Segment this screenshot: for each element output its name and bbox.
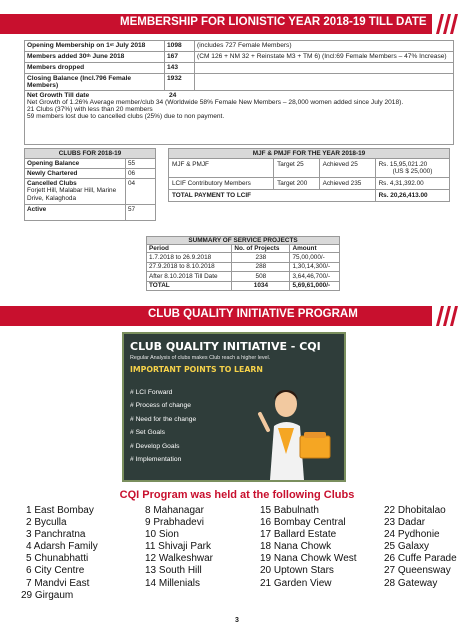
club-column <box>21 505 98 602</box>
service-amount: 1,30,14,300/- <box>290 262 340 272</box>
clubs-detail: Forjett Hill, Malabar Hill, Marine Drive, Kalaghoda <box>27 187 117 202</box>
club-item: 8 Mahanagar <box>145 505 204 516</box>
club-item: 11 Shivaji Park <box>145 541 211 553</box>
clubs-label: Cancelled Clubs <box>27 180 77 187</box>
mjf-row <box>169 178 450 190</box>
membership-row <box>25 41 454 52</box>
mjf-amount: Rs. 4,31,392.00 <box>375 178 449 190</box>
cqi-point: # Implementation <box>130 456 182 464</box>
cqi-point: # Set Goals <box>130 429 165 437</box>
row-note: (includes 727 Female Members) <box>195 41 454 52</box>
row-label: Closing Balance (Incl.796 Female Members) <box>25 74 165 91</box>
service-header: No. of Projects <box>232 245 290 253</box>
service-table <box>146 236 340 291</box>
club-item: 1 East Bombay <box>26 505 94 516</box>
club-item: 24 Pydhonie <box>384 529 440 541</box>
service-period: 1.7.2018 to 26.9.2018 <box>147 253 232 263</box>
club-item: 3 Panchratna <box>26 529 86 541</box>
mjf-table <box>168 148 450 202</box>
club-item: 6 City Centre <box>26 565 85 577</box>
service-total-row <box>147 281 340 291</box>
club-item: 2 Byculla <box>26 517 67 529</box>
service-period: TOTAL <box>147 281 232 291</box>
cqi-point: # Need for the change <box>130 415 197 423</box>
page-number: 3 <box>235 617 239 624</box>
row-label: Members dropped <box>25 63 165 74</box>
club-item: 5 Chunabhatti <box>26 553 89 565</box>
club-item: 16 Bombay Central <box>260 517 346 529</box>
cqi-board-important: IMPORTANT POINTS TO LEARN <box>130 365 263 374</box>
membership-banner-title: MEMBERSHIP FOR LIONISTIC YEAR 2018-19 TILL DATE <box>120 16 427 28</box>
cqi-banner <box>0 306 474 326</box>
club-item: 18 Nana Chowk <box>260 541 332 553</box>
club-item: 10 Sion <box>145 529 179 541</box>
service-header: Amount <box>290 245 340 253</box>
mjf-caption: MJF & PMJF FOR THE YEAR 2018-19 <box>169 149 450 159</box>
club-item: 15 Babulnath <box>260 505 319 516</box>
row-label: Opening Membership on 1 <box>27 42 110 49</box>
club-item: 4 Adarsh Family <box>26 541 98 553</box>
mjf-achieved: Achieved 25 <box>319 159 375 178</box>
clubs-table <box>24 148 156 221</box>
row-value: 1098 <box>165 41 195 52</box>
cqi-clubs-heading: CQI Program was held at the following Clubs <box>119 489 355 501</box>
mjf-row <box>169 159 450 178</box>
service-period: 27.9.2018 to 8.10.2018 <box>147 262 232 272</box>
mjf-name: MJF & PMJF <box>169 159 274 178</box>
clubs-row <box>25 169 156 179</box>
clubs-value: 04 <box>126 179 156 205</box>
club-item: 9 Prabhadevi <box>145 517 204 529</box>
mjf-achieved: Achieved 235 <box>319 178 375 190</box>
club-item: 20 Uptown Stars <box>260 565 334 577</box>
clubs-row <box>25 159 156 169</box>
service-period: After 8.10.2018 Till Date <box>147 272 232 282</box>
club-column <box>145 505 213 590</box>
membership-row <box>25 63 454 74</box>
club-item: 26 Cuffe Parade <box>384 553 457 565</box>
row-note <box>195 63 454 74</box>
club-item: 14 Millenials <box>145 577 201 589</box>
cqi-banner-title: CLUB QUALITY INITIATIVE PROGRAM <box>148 308 358 320</box>
club-item: 25 Galaxy <box>384 541 430 553</box>
clubs-value: 55 <box>126 159 156 169</box>
mjf-amount: Rs. 15,95,021.20 <box>378 161 428 168</box>
row-value: 143 <box>165 63 195 74</box>
clubs-row <box>25 205 156 221</box>
cqi-board-subtitle: Regular Analysis of clubs makes Club reach a higher level. <box>130 355 271 361</box>
growth-line: 21 Clubs (37%) with less than 20 members <box>27 106 153 113</box>
mjf-total-row <box>169 190 450 202</box>
growth-line: 59 members lost due to cancelled clubs (25%) due to non payment. <box>27 113 225 120</box>
clubs-value: 57 <box>126 205 156 221</box>
membership-row <box>25 74 454 91</box>
mjf-target: Target 25 <box>274 159 320 178</box>
mjf-name: LCIF Contributory Members <box>169 178 274 190</box>
membership-banner <box>0 14 474 34</box>
club-item: 19 Nana Chowk West <box>260 553 357 565</box>
club-item: 21 Garden View <box>260 577 332 589</box>
clubs-caption: CLUBS FOR 2018-19 <box>25 149 156 159</box>
banner-stripes-icon <box>434 306 460 326</box>
club-column <box>260 505 357 590</box>
row-label-tail: June 2018 <box>90 53 125 60</box>
clubs-value: 06 <box>126 169 156 179</box>
clubs-row <box>25 179 156 205</box>
service-count: 288 <box>232 262 290 272</box>
service-row <box>147 253 340 263</box>
cqi-chalkboard-image <box>122 332 346 482</box>
board-frame <box>122 332 346 482</box>
growth-label: Net Growth Till date <box>27 92 90 99</box>
row-label-tail: July 2018 <box>113 42 146 49</box>
row-value: 167 <box>165 52 195 63</box>
service-amount: 75,00,000/- <box>290 253 340 263</box>
club-column <box>384 505 457 590</box>
cqi-point: # Process of change <box>130 402 191 410</box>
cqi-board-heading: CLUB QUALITY INITIATIVE - CQI <box>130 340 321 353</box>
club-item: 22 Dhobitalao <box>384 505 446 516</box>
row-label: Members added 30 <box>27 53 87 60</box>
club-item: 13 South Hill <box>145 565 202 577</box>
clubs-label: Active <box>25 205 126 221</box>
service-amount: 5,69,61,000/- <box>290 281 340 291</box>
cqi-point: # Develop Goals <box>130 442 180 450</box>
row-label-sup: th <box>86 53 91 58</box>
service-header: Period <box>147 245 232 253</box>
service-row <box>147 262 340 272</box>
service-caption: SUMMARY OF SERVICE PROJECTS <box>147 237 340 245</box>
growth-value: 24 <box>169 92 177 99</box>
growth-line: Net Growth of 1.26% Average member/club 34 (Worldwide 58% Female New Members – 28,000 women added since July 2018). <box>27 99 404 106</box>
club-item: 7 Mandvi East <box>26 577 90 589</box>
mjf-total-value: Rs. 20,26,413.00 <box>375 190 449 202</box>
growth-row <box>25 91 454 145</box>
service-amount: 3,64,46,700/- <box>290 272 340 282</box>
service-count: 508 <box>232 272 290 282</box>
clubs-label: Opening Balance <box>25 159 126 169</box>
mjf-total-label: TOTAL PAYMENT TO LCIF <box>169 190 376 202</box>
service-row <box>147 272 340 282</box>
membership-table <box>24 40 454 145</box>
club-item: 28 Gateway <box>384 577 438 589</box>
membership-row <box>25 52 454 63</box>
club-item: 17 Ballard Estate <box>260 529 337 541</box>
club-item: 23 Dadar <box>384 517 426 529</box>
mjf-amount-usd: (US $ 25,000) <box>392 168 433 175</box>
club-item: 12 Walkeshwar <box>145 553 213 565</box>
row-note <box>195 74 454 91</box>
club-item: 27 Queensway <box>384 565 451 577</box>
club-item: 29 Girgaum <box>21 589 74 601</box>
row-note: (CM 126 + NM 32 + Reinstate M3 + TM 6) (Incl:69 Female Members – 47% Increase) <box>195 52 454 63</box>
row-label-sup: st <box>109 42 114 47</box>
cqi-point: # LCI Forward <box>130 389 173 396</box>
service-count: 238 <box>232 253 290 263</box>
clubs-label: Newly Chartered <box>25 169 126 179</box>
mjf-target: Target 200 <box>274 178 320 190</box>
banner-stripes-icon <box>434 14 460 34</box>
row-value: 1932 <box>165 74 195 91</box>
service-count: 1034 <box>232 281 290 291</box>
